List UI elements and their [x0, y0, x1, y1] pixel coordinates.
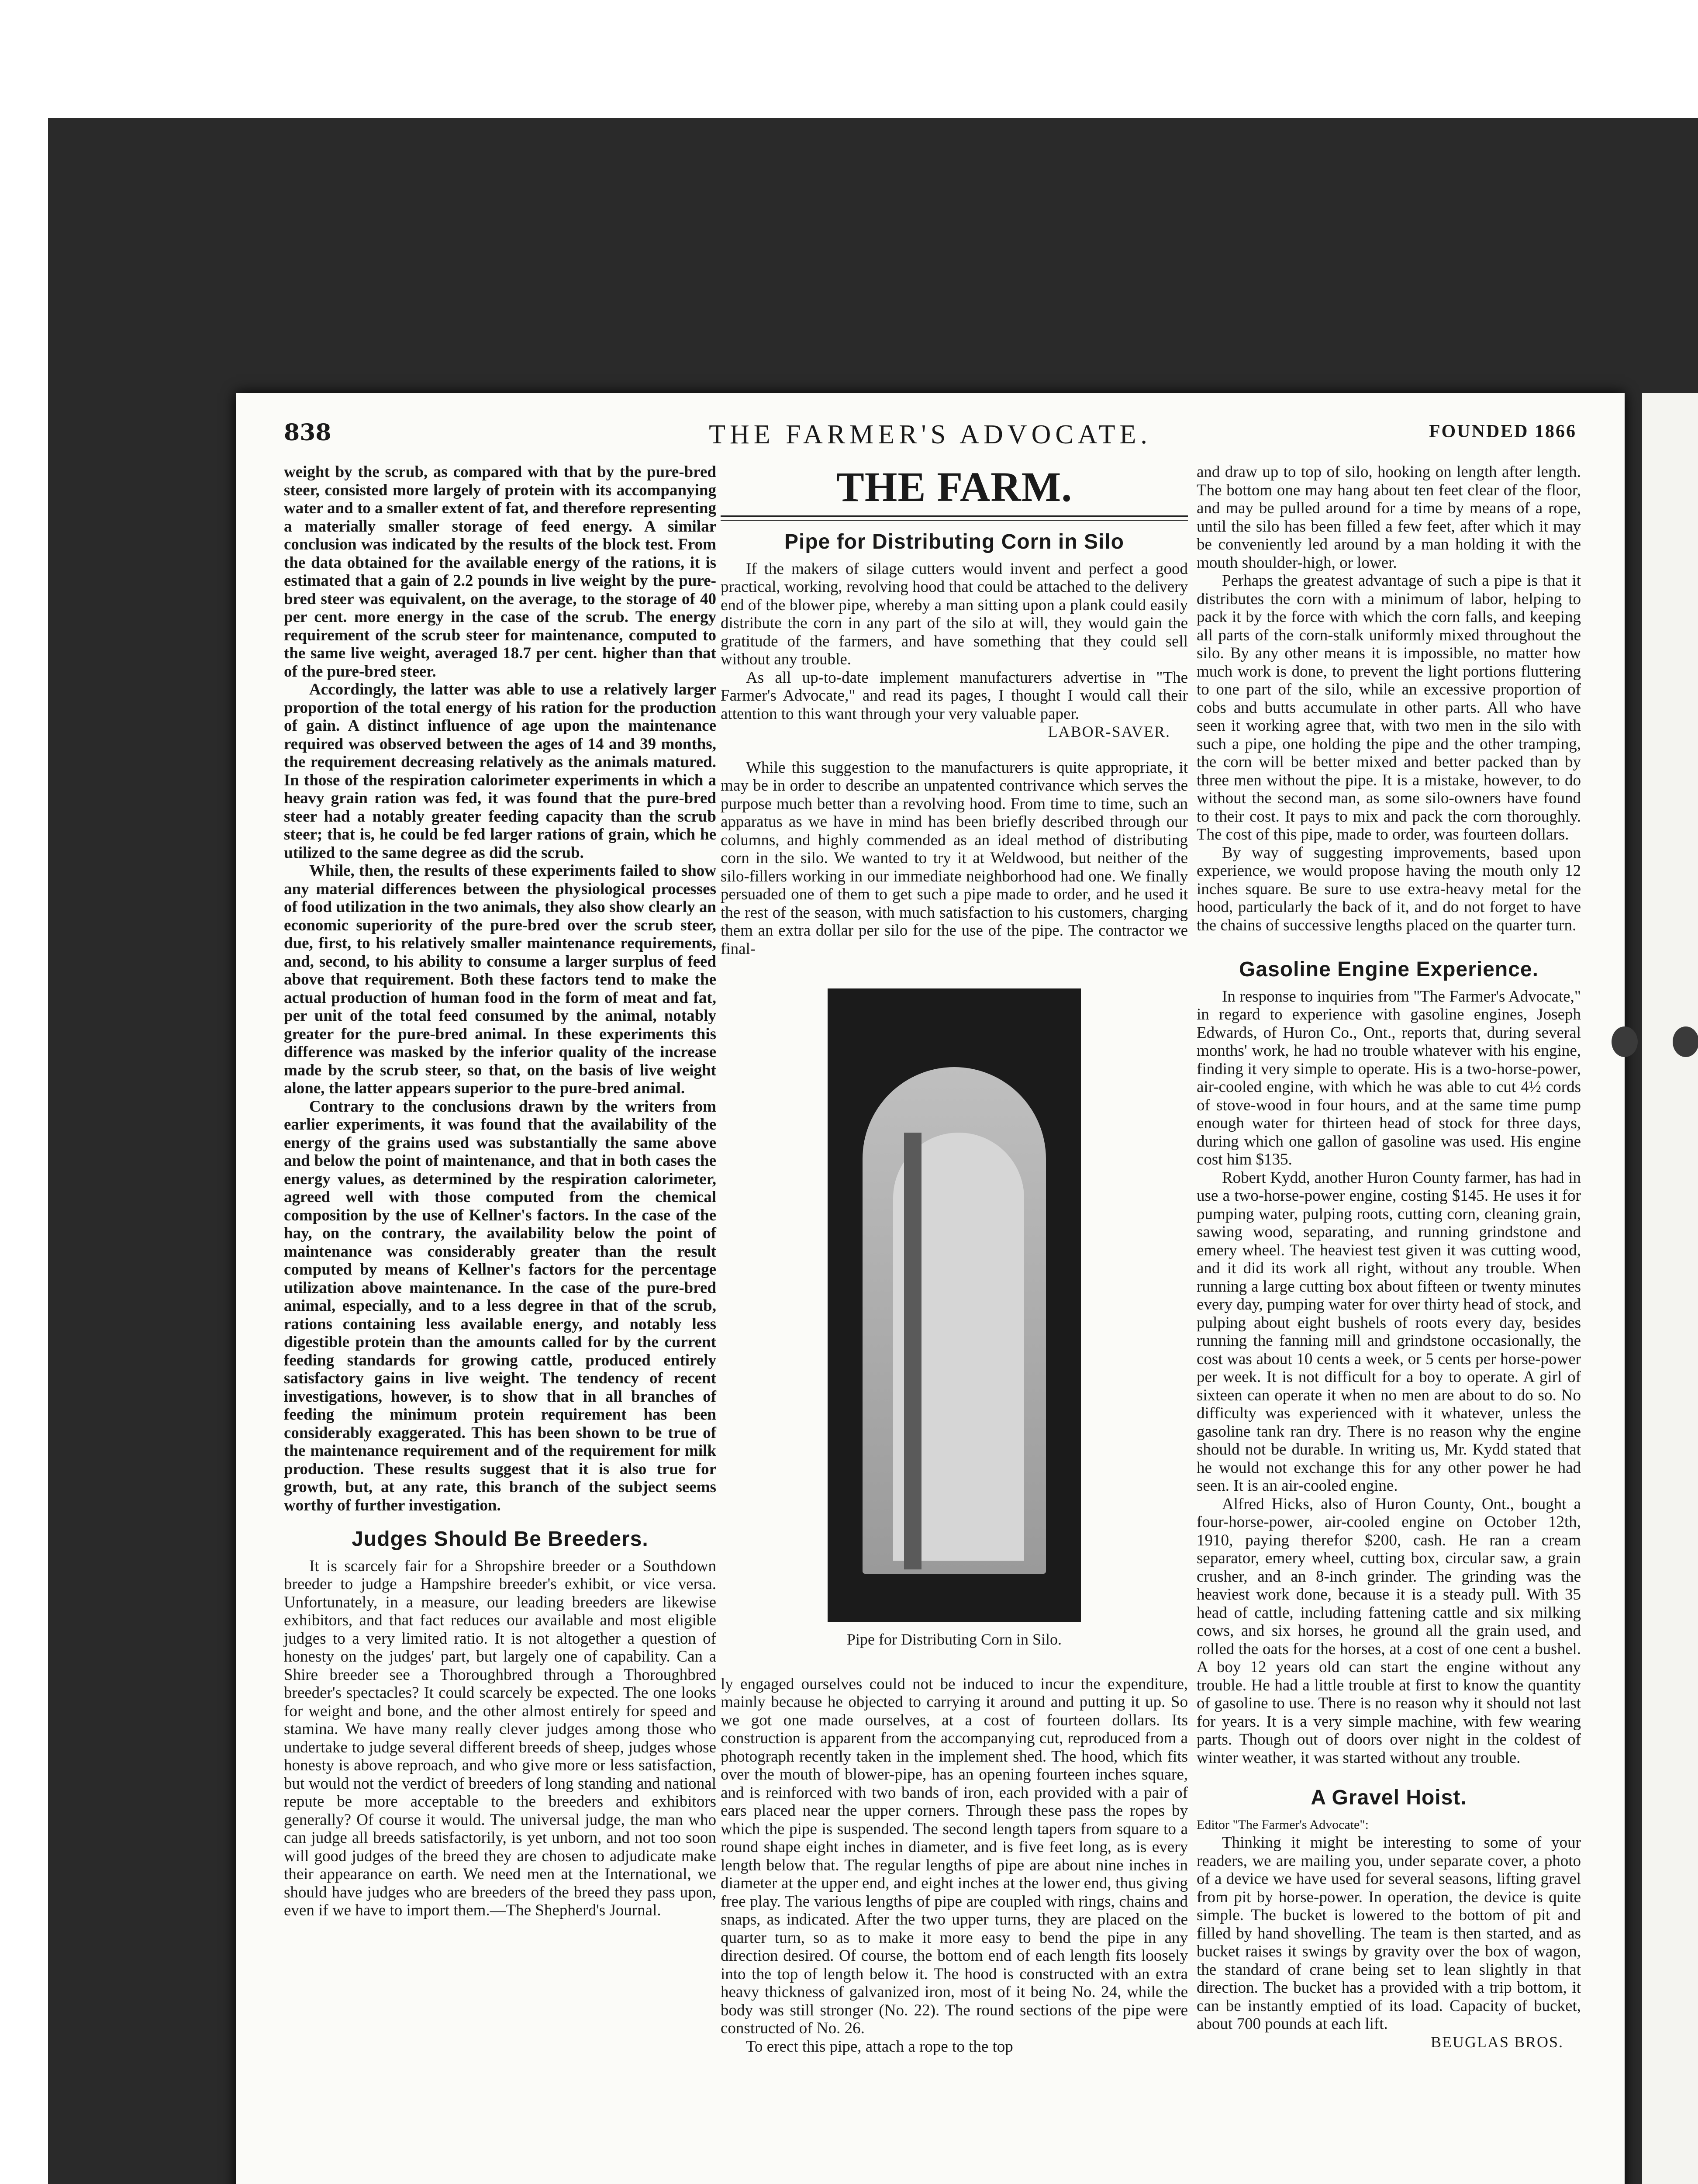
arch-window [863, 1067, 1046, 1574]
editor-salutation: Editor "The Farmer's Advocate": [1197, 1817, 1369, 1832]
column-2 [721, 463, 1188, 2056]
paragraph: To erect this pipe, attach a rope to the top [746, 2037, 1013, 2056]
paragraph: As all up-to-date implement manufacturers advertise in "The Farmer's Advocate," and read its pages, I thought I would call their attention to this want through your very valuable paper. [721, 668, 1188, 723]
paragraph: Alfred Hicks, also of Huron County, Ont., bought a four-horse-power, air-cooled engine on October 12th, 1910, paying therefor $200, cash. He ran a cream separator, emery wheel, cutting box, circular saw, a grain crusher, and an 8-inch grinder. The grinding was the heaviest work done, because it is a steady pull. With 35 head of cattle, including fattening cattle and six milking cows, and six horses, he ground all the grain used, and rolled the oats for the horses, at a cost of one cent a bushel. A boy 12 years old can start the engine without any trouble. He had a little trouble at first to know the quantity of gasoline to use. There is no reason why it should not last for years. It is a very simple machine, with few wearing parts. Though out of doors over night in the coldest of winter weather, it was started without any trouble. [1197, 1495, 1581, 1767]
section-rule [721, 515, 1188, 521]
masthead: THE FARMER'S ADVOCATE. [709, 420, 1152, 449]
section-title: THE FARM. [836, 463, 1073, 510]
paragraph: and draw up to top of silo, hooking on length after length. The bottom one may hang about ten feet clear of the floor, and may be pulled around for a time by means of a rope, until the silo has been filled a few feet, after which it may be conveniently led around by a man holding it with the mouth shoulder-high, or lower. [1197, 463, 1581, 572]
founded-note: FOUNDED 1866 [1429, 422, 1577, 442]
paragraph: Perhaps the greatest advantage of such a pipe is that it distributes the corn with a minimum of labor, helping to pack it by the force with which the corn falls, and keeping all parts of the corn-stalk uniformly mixed throughout the silo. By any other means it is impossible, no matter how much work is done, to prevent the light portions fluttering to one part of the silo, while an excessive proportion of cobs and butts accumulate in other parts. All who have seen it working agree that, with two men in the silo with such a pipe, one holding the pipe and the other tramping, the corn will be better mixed and better packed than by three men without the pipe. It is a mistake, however, to do without the second man, as some silo-owners have found to their cost. It pays to mix and pack the corn thoroughly. The cost of this pipe, made to order, was fourteen dollars. [1197, 572, 1581, 843]
cattle-article [284, 463, 716, 1514]
binding-hole [1612, 1026, 1638, 1057]
paragraph: Robert Kydd, another Huron County farmer, has had in use a two-horse-power engine, costing $145. He uses it for pumping water, pulping roots, cutting corn, cleaning grain, sawing wood, separating, and running grindstone and emery wheel. The heaviest test given it was cutting wood, and it did its work all right, without any trouble. When running a large cutting box about fifteen or twenty minutes every day, pumping water for over thirty head of stock, and pulping about eight bushels of roots every day, besides running the fanning mill and grindstone occasionally, the cost was about 10 cents a week, or 5 cents per horse-power per week. It is not difficult for a boy to operate. A girl of sixteen can operate it when no men are about to do so. No difficulty was experienced with it whatever, unless the gasoline tank ran dry. There is no reason why the engine should not be durable. In writing us, Mr. Kydd stated that he would not exchange this for any other power he had seen. It is an air-cooled engine. [1197, 1168, 1581, 1495]
gravel-heading: A Gravel Hoist. [1311, 1786, 1467, 1809]
judges-heading: Judges Should Be Breeders. [352, 1527, 649, 1551]
column-3 [1197, 463, 1581, 2051]
adjacent-page-edge [1642, 393, 1698, 2184]
binding-hole [1673, 1026, 1698, 1057]
paragraph: ly engaged ourselves could not be induced to incur the expenditure, mainly because he objected to carrying it around and putting it up. So we got one made ourselves, at a cost of fourteen dollars. Its construction is apparent from the accompanying cut, reproduced from a photograph recently taken in the implement shed. The hood, which fits over the mouth of blower-pipe, has an opening fourteen inches square, and is reinforced with two bands of iron, each provided with a pair of ears placed near the upper corners. Through these pass the ropes by which the pipe is suspended. The second length tapers from square to a round shape eight inches in diameter, and is five feet long, as is every length below that. The regular lengths of pipe are about nine inches in diameter at the upper end, and eight inches at the lower end, thus giving free play. The various lengths of pipe are coupled with rings, chains and snaps, as indicated. After the two upper turns, they are placed on the quarter turn, so as to make it more easy to bend the pipe in any direction desired. Of course, the bottom end of each length fits loosely into the top of length below it. The hood is constructed with an extra heavy thickness of galvanized iron, most of it being No. 24, while the body was still stronger (No. 22). The round sections of the pipe were constructed of No. 26. [721, 1675, 1188, 2037]
gasoline-heading: Gasoline Engine Experience. [1239, 958, 1539, 981]
paragraph: If the makers of silage cutters would invent and perfect a good practical, working, revolving hood that could be attached to the delivery end of the blower pipe, whereby a man sitting upon a plank could easily distribute the corn in any part of the silo at will, they would gain the gratitude of the farmers, and have something that they could sell without any trouble. [721, 560, 1188, 668]
signature: LABOR-SAVER. [1048, 723, 1170, 740]
paragraph: While this suggestion to the manufacturers is quite appropriate, it may be in order to describe an unpatented contrivance which serves the purpose much better than a revolving hood. From time to time, such an apparatus as we have in mind has been briefly described through our columns, and highly commended as an ideal method of distributing corn in the silo. We wanted to try it at Weldwood, but neither of the silo-fillers working in our immediate neighborhood had one. We finally persuaded one of them to get such a pipe made to order, and he used it the rest of the season, with much satisfaction to his customers, charging them an extra dollar per silo for the use of the pipe. The contractor we final- [721, 758, 1188, 958]
paragraph: It is scarcely fair for a Shropshire breeder or a Southdown breeder to judge a Hampshire breeder's exhibit, or vice versa. Unfortunately, in a measure, our leading breeders are likewise exhibitors, and that fact reduces our available and most eligible judges to a very limited ratio. It is not altogether a question of honesty on the judges' part, but largely one of capability. Can a Shire breeder see a Thoroughbred through a Thoroughbred breeder's spectacles? It could scarcely be expected. The one looks for weight and bone, and the other almost entirely for speed and stamina. We have many really clever judges among those who undertake to judge several different breeds of sheep, judges whose honesty is above reproach, and who give more or less satisfaction, but would not the verdict of breeders of long standing and national repute be more acceptable to the breeders and exhibitors generally? Of course it would. The universal judge, the man who can judge all breeds satisfactorily, is yet unborn, and not too soon will good judges of the breed they are chosen to adjudicate make their appearance on earth. We need men at the International, we should have judges who are breeders of the breed they pass upon, even if we have to import them.—The Shepherd's Journal. [284, 1557, 716, 1919]
paragraph: Thinking it might be interesting to some of your readers, we are mailing you, under separate cover, a photo of a device we have used for several seasons, lifting gravel from pit by horse-power. In operation, the device is quite simple. The bucket is lowered to the bottom of pit and filled by hand shovelling. The team is then started, and as bucket raises it swings by gravity over the box of wagon, the standard of crane being set to lean slightly in that direction. The bucket has a provided with a trip bottom, it can be instantly emptied of its load. Capacity of bucket, about 700 pounds at each lift. [1197, 1834, 1581, 2033]
photo-caption: Pipe for Distributing Corn in Silo. [846, 1631, 1062, 1648]
paragraph: Accordingly, the latter was able to use a relatively larger proportion of the total energy of his ration for the production of gain. A distinct influence of age upon the maintenance required was observed between the ages of 14 and 39 months, the requirement decreasing relatively as the animals matured. In those of the respiration calorimeter experiments in which a heavy grain ration was fed, it was found that the pure-bred steer had a notably greater feeding capacity than the scrub steer; that is, he could be fed larger rations of grain, which he utilized to the same degree as did the scrub. [284, 681, 716, 862]
paragraph: While, then, the results of these experiments failed to show any material differences between the physiological processes of food utilization in the two animals, they also show clearly an economic superiority of the pure-bred over the scrub steer, due, first, to his relatively smaller maintenance requirements, and, second, to his ability to consume a larger surplus of feed above that requirement. Both these factors tend to make the actual production of human food in the form of meat and fat, per unit of the total feed consumed by the animal, notably greater for the pure-bred animal. In these experiments this difference was masked by the inferior quality of the increase made by the scrub steer, so that, on the basis of live weight alone, the latter appears superior to the pure-bred animal. [284, 862, 716, 1097]
judges-article [284, 1557, 716, 1920]
newspaper-page [236, 393, 1625, 2184]
distributing-pipe [904, 1133, 921, 1569]
column-1 [284, 463, 716, 1920]
signature: BEUGLAS BROS. [1430, 2033, 1563, 2051]
paragraph: Contrary to the conclusions drawn by the writers from earlier experiments, it was found that the availability of the energy of the grains used was substantially the same above and below the point of maintenance, and that in both cases the energy values, as determined by the respiration calorimeter, agreed well with those computed from the chemical composition by the use of Kellner's factors. In the case of the hay, on the contrary, the availability below the point of maintenance was considerably greater than the result computed by means of Kellner's factors for the percentage utilization above maintenance. In the case of the pure-bred animal, especially, and to a less degree in that of the scrub, rations containing less available energy, and notably less digestible protein than the amounts called for by the current feeding standards for growing cattle, produced entirely satisfactory gains in live weight. The tendency of recent investigations, however, is to show that in all branches of feeding the minimum protein requirement has been considerably exaggerated. This has been shown to be true of the maintenance requirement and of the requirement for milk production. These results suggest that it is also true for growth, but, at any rate, this branch of the subject seems worthy of further investigation. [284, 1097, 716, 1514]
paragraph: In response to inquiries from "The Farmer's Advocate," in regard to experience with gasoline engines, Joseph Edwards, of Huron Co., Ont., reports that, during several months' work, he had no trouble whatever with his engine, finding it very simple to operate. His is a two-horse-power, air-cooled engine, with which he was able to cut 4½ cords of stove-wood in four hours, and at the same time pump enough water for thirteen head of stock for three days, during which one gallon of gasoline was used. His engine cost him $135. [1197, 987, 1581, 1168]
page-header [284, 419, 1577, 454]
paragraph: By way of suggesting improvements, based upon experience, we would propose having the mouth only 12 inches square. Be sure to use extra-heavy metal for the hood, particularly the back of it, and do not forget to have the chains of successive lengths placed on the quarter turn. [1197, 843, 1581, 934]
pipe-heading: Pipe for Distributing Corn in Silo [784, 530, 1124, 553]
paragraph: weight by the scrub, as compared with that by the pure-bred steer, consisted more largely of protein with its accompanying water and to a smaller extent of fat, and therefore representing a materially smaller storage of feed energy. A similar conclusion was indicated by the results of the block test. From the data obtained for the available energy of the rations, it is estimated that a gain of 2.2 pounds in live weight by the pure-bred steer was equivalent, on the average, to the storage of 40 per cent. more energy in the case of the scrub. The energy requirement of the scrub steer for maintenance, computed to the same live weight, averaged 18.7 per cent. higher than that of the pure-bred steer. [284, 463, 716, 681]
silo-pipe-photo [828, 988, 1081, 1622]
page-number: 838 [284, 419, 331, 446]
